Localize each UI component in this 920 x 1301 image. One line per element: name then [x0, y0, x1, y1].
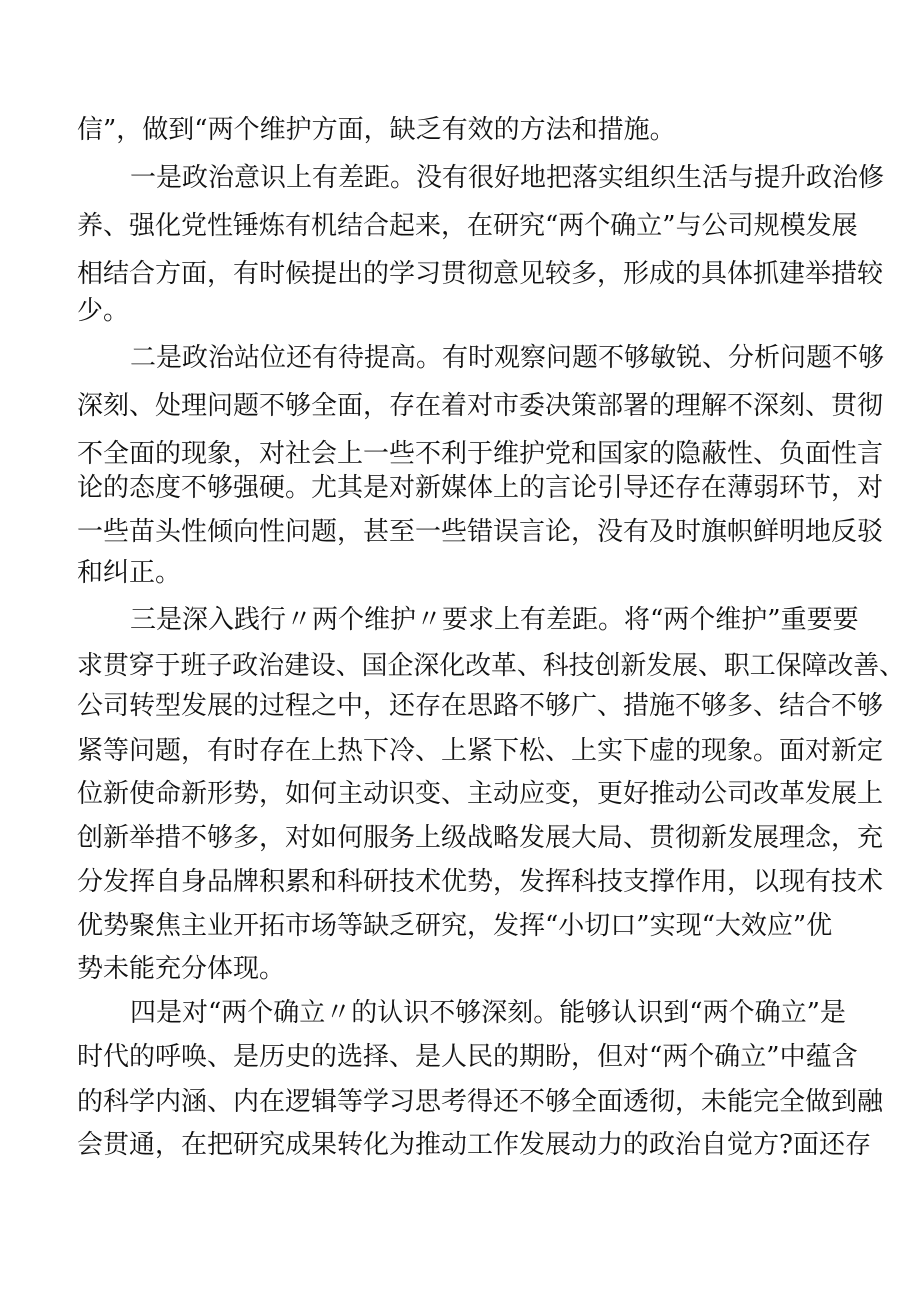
text-line: 一些苗头性倾向性问题，甚至一些错误言论，没有及时旗帜鲜明地反驳 [77, 517, 884, 547]
text-line: 四是对“两个确立〃的认识不够深刻。能够认识到“两个确立”是 [130, 998, 846, 1028]
text-line: 和纠正。 [77, 558, 182, 588]
text-line: 时代的呼唤、是历史的选择、是人民的期盼，但对“两个确立”中蕴含 [77, 1042, 858, 1072]
text-line: 相结合方面，有时候提出的学习贯彻意见较多，形成的具体抓建举措较 [77, 259, 884, 289]
text-line: 的科学内涵、内在逻辑等学习思考得还不够全面透彻，未能完全做到融 [77, 1087, 884, 1117]
text-line: 求贯穿于班子政治建设、国企深化改革、科技创新发展、职工保障改善、 [77, 651, 906, 681]
text-line: 一是政治意识上有差距。没有很好地把落实组织生活与提升政治修 [130, 163, 885, 193]
text-line: 位新使命新形势，如何主动识变、主动应变，更好推动公司改革发展上 [77, 779, 884, 809]
text-line: 会贯通，在把研究成果转化为推动工作发展动力的政治自觉方?面还存 [77, 1130, 871, 1160]
text-line: 势未能充分体现。 [77, 954, 286, 984]
text-line: 创新举措不够多，对如何服务上级战略发展大局、贯彻新发展理念，充 [77, 823, 884, 853]
text-line: 论的态度不够强硬。尤其是对新媒体上的言论引导还存在薄弱环节，对 [77, 473, 884, 503]
text-line: 不全面的现象，对社会上一些不利于维护党和国家的隐蔽性、负面性言 [77, 439, 884, 469]
text-line: 优势聚焦主业开拓市场等缺乏研究，发挥“小切口”实现“大效应”优 [77, 911, 833, 941]
text-line: 三是深入践行〃两个维护〃要求上有差距。将“两个维护”重要要 [130, 605, 859, 635]
text-line: 信”，做到“两个维护方面，缺乏有效的方法和措施。 [77, 115, 676, 145]
text-line: 深刻、处理问题不够全面，存在着对市委决策部署的理解不深刻、贯彻 [77, 391, 884, 421]
text-line: 二是政治站位还有待提高。有时观察问题不够敏锐、分析问题不够 [130, 343, 885, 373]
text-line: 养、强化党性锤炼有机结合起来，在研究“两个确立”与公司规模发展 [77, 211, 858, 241]
text-line: 公司转型发展的过程之中，还存在思路不够广、措施不够多、结合不够 [77, 691, 884, 721]
text-line: 分发挥自身品牌积累和科研技术优势，发挥科技支撑作用，以现有技术 [77, 867, 884, 897]
text-line: 少。 [77, 296, 130, 326]
text-line: 紧等问题，有时存在上热下冷、上紧下松、上实下虚的现象。面对新定 [77, 736, 884, 766]
